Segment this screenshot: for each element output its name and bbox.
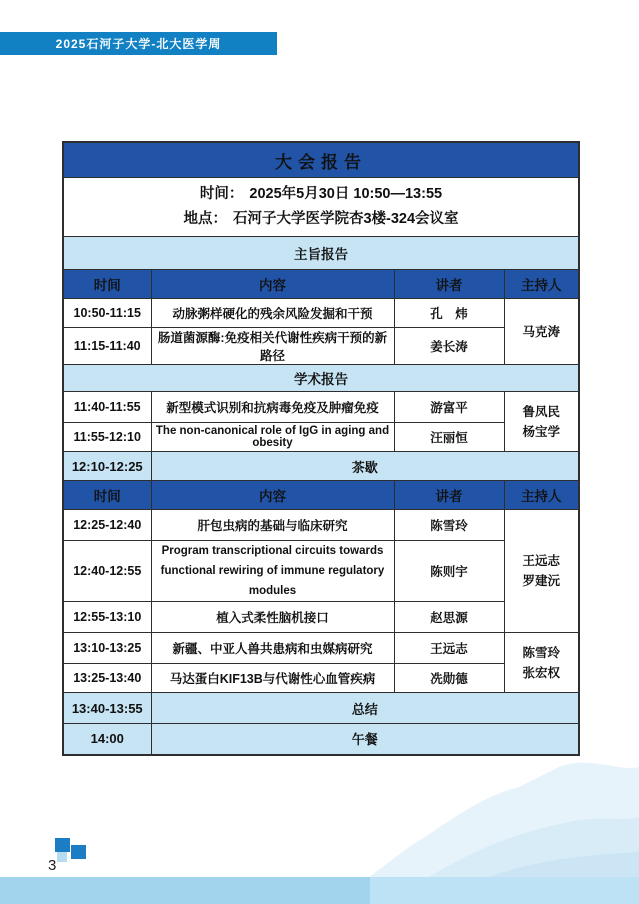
footer-band xyxy=(0,877,639,904)
summary-label: 总结 xyxy=(151,693,579,724)
session-content: 动脉粥样硬化的残余风险发掘和干预 xyxy=(151,299,394,328)
host-name: 杨宝学 xyxy=(522,424,560,439)
session-content: The non-canonical role of IgG in aging and obesity xyxy=(151,423,394,452)
tea-break-row xyxy=(63,452,579,481)
meeting-info-row xyxy=(63,178,579,237)
footer-band-right-segment xyxy=(370,877,639,904)
table-title: 大会报告 xyxy=(63,142,579,178)
meeting-place-line xyxy=(66,207,576,232)
session-content: 新型模式识别和抗病毒免疫及肿瘤免疫 xyxy=(151,392,394,423)
event-banner xyxy=(0,32,277,55)
table-row xyxy=(63,633,579,664)
session-speaker: 孔 炜 xyxy=(394,299,504,328)
session-content-line1: Program transcriptional circuits towards xyxy=(161,545,384,557)
session-speaker: 姜长涛 xyxy=(394,328,504,365)
col-header-speaker: 讲者 xyxy=(394,481,504,510)
section-keynote-title: 主旨报告 xyxy=(63,237,579,270)
col-header-time: 时间 xyxy=(63,270,151,299)
decorative-square-icon xyxy=(57,852,67,862)
session-speaker: 陈雪玲 xyxy=(394,510,504,541)
session-speaker: 游富平 xyxy=(394,392,504,423)
session-content: 肝包虫病的基础与临床研究 xyxy=(151,510,394,541)
session-time: 14:00 xyxy=(63,724,151,755)
table-row xyxy=(63,423,579,452)
session-content-line2: functional rewiring of immune regulatory modules xyxy=(160,565,385,597)
col-header-host: 主持人 xyxy=(504,481,579,510)
session-content: 肠道菌源酶:免疫相关代谢性疾病干预的新路径 xyxy=(151,328,394,365)
table-title-row xyxy=(63,142,579,178)
column-header-row-2 xyxy=(63,481,579,510)
session-time: 11:55-12:10 xyxy=(63,423,151,452)
session-time: 13:10-13:25 xyxy=(63,633,151,664)
host-name: 王远志 xyxy=(522,554,560,568)
col-header-host: 主持人 xyxy=(504,270,579,299)
section-academic-row xyxy=(63,365,579,392)
session-speaker: 陈则宇 xyxy=(394,541,504,602)
section-academic-title: 学术报告 xyxy=(63,365,579,392)
summary-row xyxy=(63,693,579,724)
session-host xyxy=(504,510,579,633)
meeting-place-value: 石河子大学医学院杏3楼-324会议室 xyxy=(232,211,459,227)
meeting-place-label: 地点： xyxy=(183,211,227,227)
session-time: 13:25-13:40 xyxy=(63,664,151,693)
table-row xyxy=(63,299,579,328)
session-content: 马达蛋白KIF13B与代谢性心血管疾病 xyxy=(151,664,394,693)
session-speaker: 汪丽恒 xyxy=(394,423,504,452)
session-host: 马克涛 xyxy=(504,299,579,365)
lunch-row xyxy=(63,724,579,755)
session-time: 12:55-13:10 xyxy=(63,602,151,633)
col-header-content: 内容 xyxy=(151,270,394,299)
col-header-speaker: 讲者 xyxy=(394,270,504,299)
col-header-content: 内容 xyxy=(151,481,394,510)
host-name: 陈雪玲 xyxy=(522,645,560,660)
session-time: 11:15-11:40 xyxy=(63,328,151,365)
conference-schedule-table xyxy=(62,141,580,756)
table-row xyxy=(63,392,579,423)
meeting-info xyxy=(63,178,579,237)
table-row xyxy=(63,664,579,693)
session-time: 12:10-12:25 xyxy=(63,452,151,481)
decorative-square-icon xyxy=(71,845,86,859)
host-name: 罗建沅 xyxy=(522,574,560,588)
session-time: 12:40-12:55 xyxy=(63,541,151,602)
session-time: 10:50-11:15 xyxy=(63,299,151,328)
table-row xyxy=(63,602,579,633)
session-time: 11:40-11:55 xyxy=(63,392,151,423)
session-time: 12:25-12:40 xyxy=(63,510,151,541)
session-speaker: 王远志 xyxy=(394,633,504,664)
column-header-row-1 xyxy=(63,270,579,299)
meeting-time-label: 时间： xyxy=(199,186,244,202)
session-host xyxy=(504,392,579,452)
session-speaker: 冼勋德 xyxy=(394,664,504,693)
section-keynote-row xyxy=(63,237,579,270)
meeting-time-line xyxy=(66,182,576,207)
session-content: 植入式柔性脑机接口 xyxy=(151,602,394,633)
col-header-time: 时间 xyxy=(63,481,151,510)
table-row xyxy=(63,328,579,365)
table-row xyxy=(63,541,579,602)
session-time: 13:40-13:55 xyxy=(63,693,151,724)
host-name: 张宏权 xyxy=(522,665,560,680)
session-host xyxy=(504,633,579,693)
session-speaker: 赵思源 xyxy=(394,602,504,633)
decorative-square-icon xyxy=(55,838,70,852)
meeting-time-value: 2025年5月30日 10:50—13:55 xyxy=(249,186,443,202)
event-banner-title: 2025石河子大学-北大医学周 xyxy=(55,37,222,51)
table-row xyxy=(63,510,579,541)
host-name: 鲁凤民 xyxy=(522,404,560,419)
page-number: 3 xyxy=(48,857,57,874)
tea-break-label: 茶歇 xyxy=(151,452,579,481)
lunch-label: 午餐 xyxy=(151,724,579,755)
session-content xyxy=(151,541,394,602)
session-content: 新疆、中亚人兽共患病和虫媒病研究 xyxy=(151,633,394,664)
